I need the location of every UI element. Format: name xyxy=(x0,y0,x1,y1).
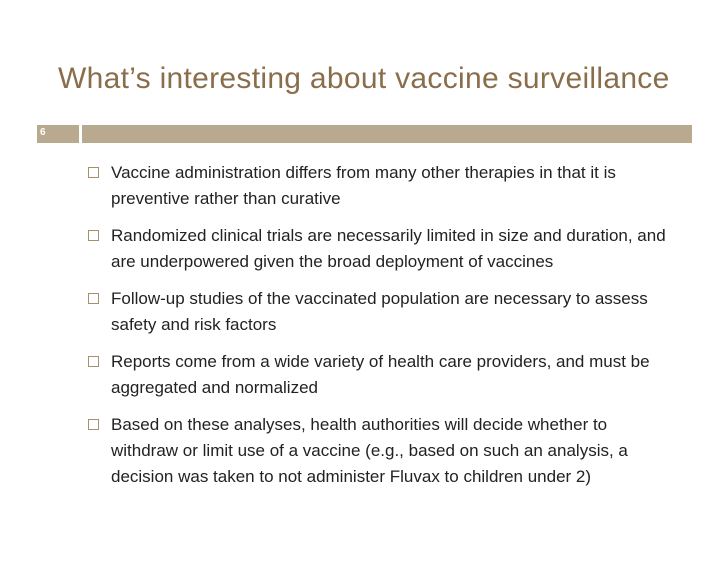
bullet-text: Follow-up studies of the vaccinated population are necessary to assess safety and risk factors xyxy=(111,289,648,334)
square-bullet-icon xyxy=(88,167,99,178)
square-bullet-icon xyxy=(88,419,99,430)
bullet-text: Vaccine administration differs from many other therapies in that it is preventive rather than curative xyxy=(111,163,616,208)
slide-title: What’s interesting about vaccine surveillance xyxy=(58,62,670,95)
bullet-text: Reports come from a wide variety of health care providers, and must be aggregated and normalized xyxy=(111,352,650,397)
bullet-text: Randomized clinical trials are necessarily limited in size and duration, and are underpowered given the broad deployment of vaccines xyxy=(111,226,666,271)
bullet-item xyxy=(86,286,676,338)
bullet-text: Based on these analyses, health authorities will decide whether to withdraw or limit use of a vaccine (e.g., based on such an analysis, a decision was taken to not administer Fluvax to children under 2) xyxy=(111,415,628,486)
header-bar-right xyxy=(82,125,692,143)
slide-number: 6 xyxy=(40,127,46,138)
bullet-item xyxy=(86,349,676,401)
square-bullet-icon xyxy=(88,293,99,304)
bullet-list xyxy=(86,160,676,501)
bullet-item xyxy=(86,160,676,212)
square-bullet-icon xyxy=(88,230,99,241)
bullet-item xyxy=(86,412,676,490)
bullet-item xyxy=(86,223,676,275)
square-bullet-icon xyxy=(88,356,99,367)
